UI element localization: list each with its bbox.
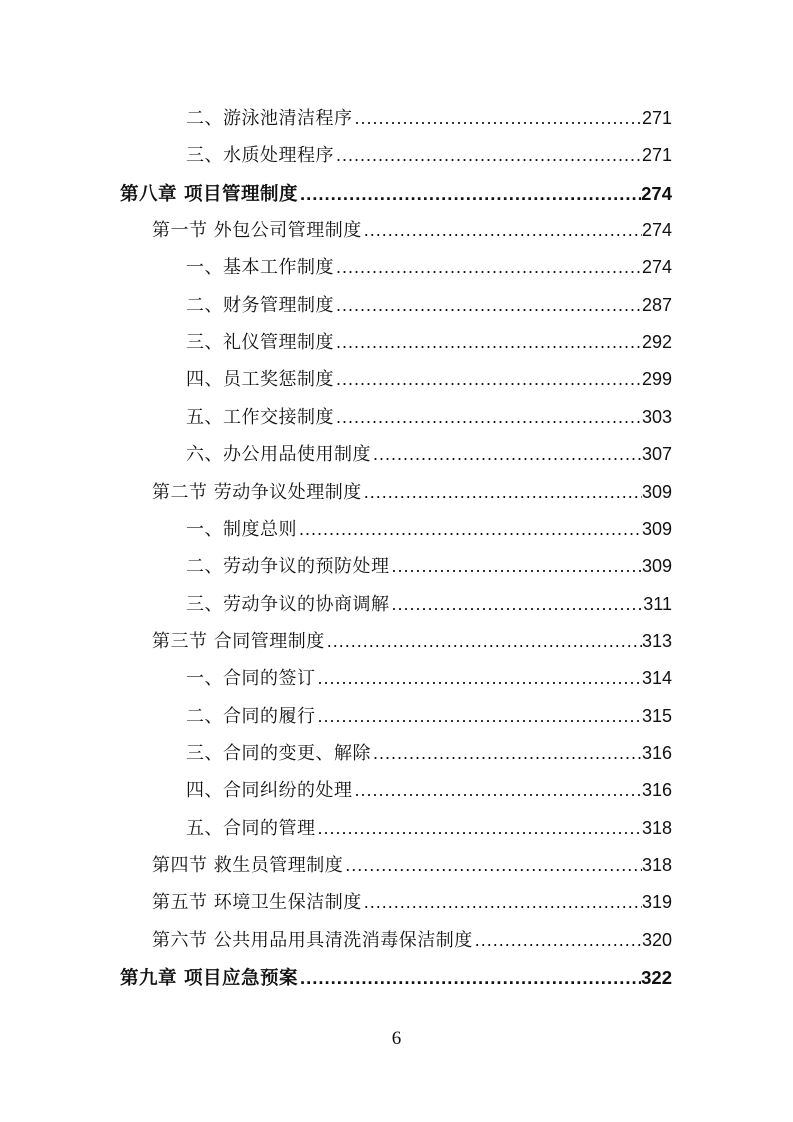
toc-entry-page: 271 [641, 145, 672, 166]
toc-entry[interactable] [186, 698, 672, 735]
dot-leader [390, 548, 642, 585]
toc-entry-page: 274 [641, 182, 672, 204]
toc-entry-title: 三、合同的变更、解除 [186, 742, 371, 764]
toc-entry-title: 五、工作交接制度 [186, 406, 334, 428]
toc-entry[interactable] [186, 100, 672, 137]
toc-entry-title: 二、合同的履行 [186, 705, 316, 727]
dot-leader [362, 884, 642, 921]
toc-entry-page: 314 [641, 668, 672, 689]
toc-entry[interactable] [152, 623, 672, 660]
dot-leader [298, 959, 641, 996]
toc-entry-title: 第五节 环境卫生保洁制度 [152, 892, 362, 914]
toc-entry-title: 第二节 劳动争议处理制度 [152, 481, 362, 503]
toc-entry-title: 一、基本工作制度 [186, 257, 334, 279]
toc-entry-title: 第三节 合同管理制度 [152, 630, 325, 652]
toc-entry-title: 第八章 项目管理制度 [120, 183, 298, 205]
toc-entry[interactable] [186, 287, 672, 324]
dot-leader [334, 399, 642, 436]
toc-entry-title: 六、办公用品使用制度 [186, 444, 371, 466]
toc-entry-page: 315 [641, 705, 672, 726]
toc-entry-title: 二、游泳池清洁程序 [186, 108, 353, 129]
toc-entry[interactable] [120, 175, 672, 212]
toc-entry[interactable] [152, 884, 672, 921]
toc-entry[interactable] [152, 212, 672, 249]
toc-entry-title: 三、礼仪管理制度 [186, 332, 334, 354]
dot-leader [353, 100, 642, 137]
toc-entry-title: 第六节 公共用品用具清洗消毒保洁制度 [152, 929, 473, 951]
toc-entry-page: 318 [641, 817, 672, 838]
dot-leader [334, 324, 642, 361]
toc-entry-page: 322 [641, 967, 672, 989]
dot-leader [325, 623, 642, 660]
toc-entry-page: 309 [641, 518, 672, 539]
toc-entry-page: 319 [641, 892, 672, 913]
dot-leader [353, 772, 642, 809]
toc-entry-page: 316 [641, 742, 672, 763]
toc-entry-page: 274 [641, 257, 672, 278]
toc-entry-page: 292 [641, 332, 672, 353]
dot-leader [316, 660, 642, 697]
toc-entry-title: 三、劳动争议的协商调解 [186, 593, 390, 615]
toc-entry[interactable] [186, 324, 672, 361]
toc-entry-page: 309 [641, 556, 672, 577]
toc-entry[interactable] [186, 249, 672, 286]
toc-entry-title: 四、合同纠纷的处理 [186, 780, 353, 802]
toc-entry[interactable] [186, 772, 672, 809]
toc-entry-page: 316 [641, 780, 672, 801]
toc-entry-title: 一、合同的签订 [186, 668, 316, 690]
toc-entry[interactable] [186, 586, 672, 623]
dot-leader [371, 735, 642, 772]
dot-leader [362, 474, 642, 511]
toc-entry[interactable] [186, 436, 672, 473]
toc-entry-title: 二、财务管理制度 [186, 294, 334, 316]
toc-entry-title: 四、员工奖惩制度 [186, 369, 334, 391]
toc-entry[interactable] [186, 660, 672, 697]
toc-entry-page: 287 [641, 294, 672, 315]
dot-leader [316, 810, 642, 847]
dot-leader [371, 436, 642, 473]
toc-entry[interactable] [186, 511, 672, 548]
toc-entry-title: 三、水质处理程序 [186, 145, 334, 167]
dot-leader [362, 212, 642, 249]
toc-entry-page: 313 [641, 630, 672, 651]
toc-entry-title: 第一节 外包公司管理制度 [152, 220, 362, 242]
toc-entry-title: 五、合同的管理 [186, 817, 316, 839]
dot-leader [316, 698, 642, 735]
toc-entry-title: 第四节 救生员管理制度 [152, 855, 344, 876]
toc-entry-page: 299 [641, 369, 672, 390]
toc-entry-page: 307 [641, 444, 672, 465]
dot-leader [334, 287, 642, 324]
toc-entry[interactable] [152, 474, 672, 511]
toc-entry-title: 二、劳动争议的预防处理 [186, 556, 390, 578]
toc-entry-page: 274 [641, 220, 672, 241]
dot-leader [473, 922, 642, 959]
toc-entry[interactable] [152, 847, 672, 884]
toc-entry-title: 第九章 项目应急预案 [120, 968, 298, 990]
dot-leader [334, 361, 642, 398]
toc-entry-page: 320 [641, 929, 672, 950]
dot-leader [390, 586, 644, 623]
toc-entry[interactable] [186, 399, 672, 436]
toc-entry[interactable] [186, 137, 672, 174]
dot-leader [298, 175, 641, 212]
dot-leader [334, 249, 642, 286]
toc-entry-page: 318 [641, 855, 672, 875]
page-number: 6 [391, 1028, 402, 1049]
dot-leader [297, 511, 642, 548]
dot-leader [334, 137, 642, 174]
toc-entry[interactable] [152, 922, 672, 959]
toc-entry[interactable] [186, 548, 672, 585]
toc-entry[interactable] [186, 735, 672, 772]
toc-entry-page: 311 [643, 593, 672, 614]
dot-leader [343, 847, 642, 884]
toc-entry[interactable] [186, 810, 672, 847]
toc-entry-page: 303 [641, 406, 672, 427]
toc-entry[interactable] [186, 361, 672, 398]
toc-entry-page: 309 [641, 481, 672, 502]
toc-entry[interactable] [120, 959, 672, 996]
toc-entry-page: 271 [641, 108, 672, 128]
toc-entry-title: 一、制度总则 [186, 518, 297, 540]
